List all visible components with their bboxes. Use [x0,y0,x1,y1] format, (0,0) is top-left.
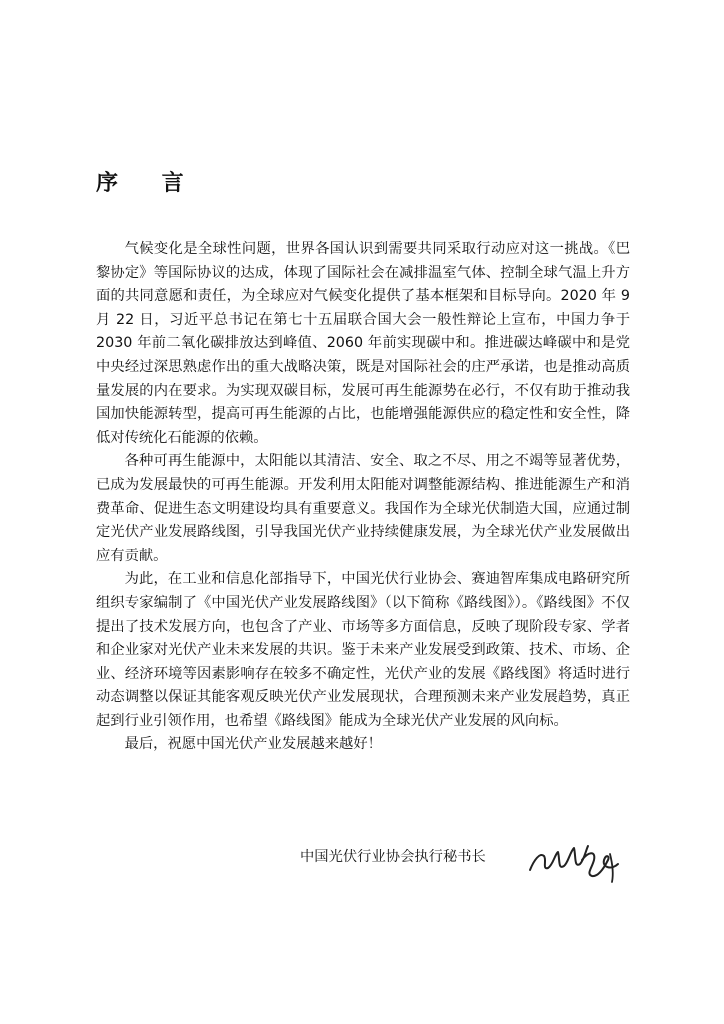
signatory-title: 中国光伏行业协会执行秘书长 [300,849,486,865]
page-title: 序 言 [96,171,202,196]
paragraph-3: 为此，在工业和信息化部指导下，中国光伏行业协会、赛迪智库集成电路研究所组织专家编制了《中国光伏产业发展路线图》（以下简称《路线图》）。《路线图》不仅提出了技术发展方向，也包含了产业、市场等多方面信息，反映了现阶段专家、学者和企业家对光伏产业未来发展的共识。鉴于未来产业发展受到政策、技术、市场、企业、经济环境等因素影响存在较多不确定性，光伏产业的发展《路线图》将适时进行动态调整以保证其能客观反映光伏产业发展现状，合理预测未来产业发展趋势，真正起到行业引领作用，也希望《路线图》能成为全球光伏产业发展的风向标。 [96,571,630,729]
paragraph-1: 气候变化是全球性问题，世界各国认识到需要共同采取行动应对这一挑战。《巴黎协定》等国际协议的达成，体现了国际社会在减排温室气体、控制全球气温上升方面的共同意愿和责任，为全球应对气候变化提供了基本框架和目标导向。2020 年 9 月 22 日，习近平总书记在第七十五届联合国大会一般性辩论上宣布，中国力争于 2030 年前二氧化碳排放达到峰值、2060 年前实现碳中和。推进碳达峰碳中和是党中央经过深思熟虑作出的重大战略决策，既是对国际社会的庄严承诺，也是推动高质量发展的内在要求。为实现双碳目标，发展可再生能源势在必行，不仅有助于推动我国加快能源转型，提高可再生能源的占比，也能增强能源供应的稳定性和安全性，降低对传统化石能源的依赖。 [96,241,630,446]
paragraph-4: 最后，祝愿中国光伏产业发展越来越好！ [124,736,382,753]
signature-block [300,830,640,890]
preface-body [96,238,630,757]
paragraph-2: 各种可再生能源中，太阳能以其清洁、安全、取之不尽、用之不竭等显著优势，已成为发展最快的可再生能源。开发利用太阳能对调整能源结构、推进能源生产和消费革命、促进生态文明建设均具有重要意义。我国作为全球光伏制造大国，应通过制定光伏产业发展路线图，引导我国光伏产业持续健康发展，为全球光伏产业发展做出应有贡献。 [96,453,630,564]
handwritten-signature-icon [522,830,632,886]
